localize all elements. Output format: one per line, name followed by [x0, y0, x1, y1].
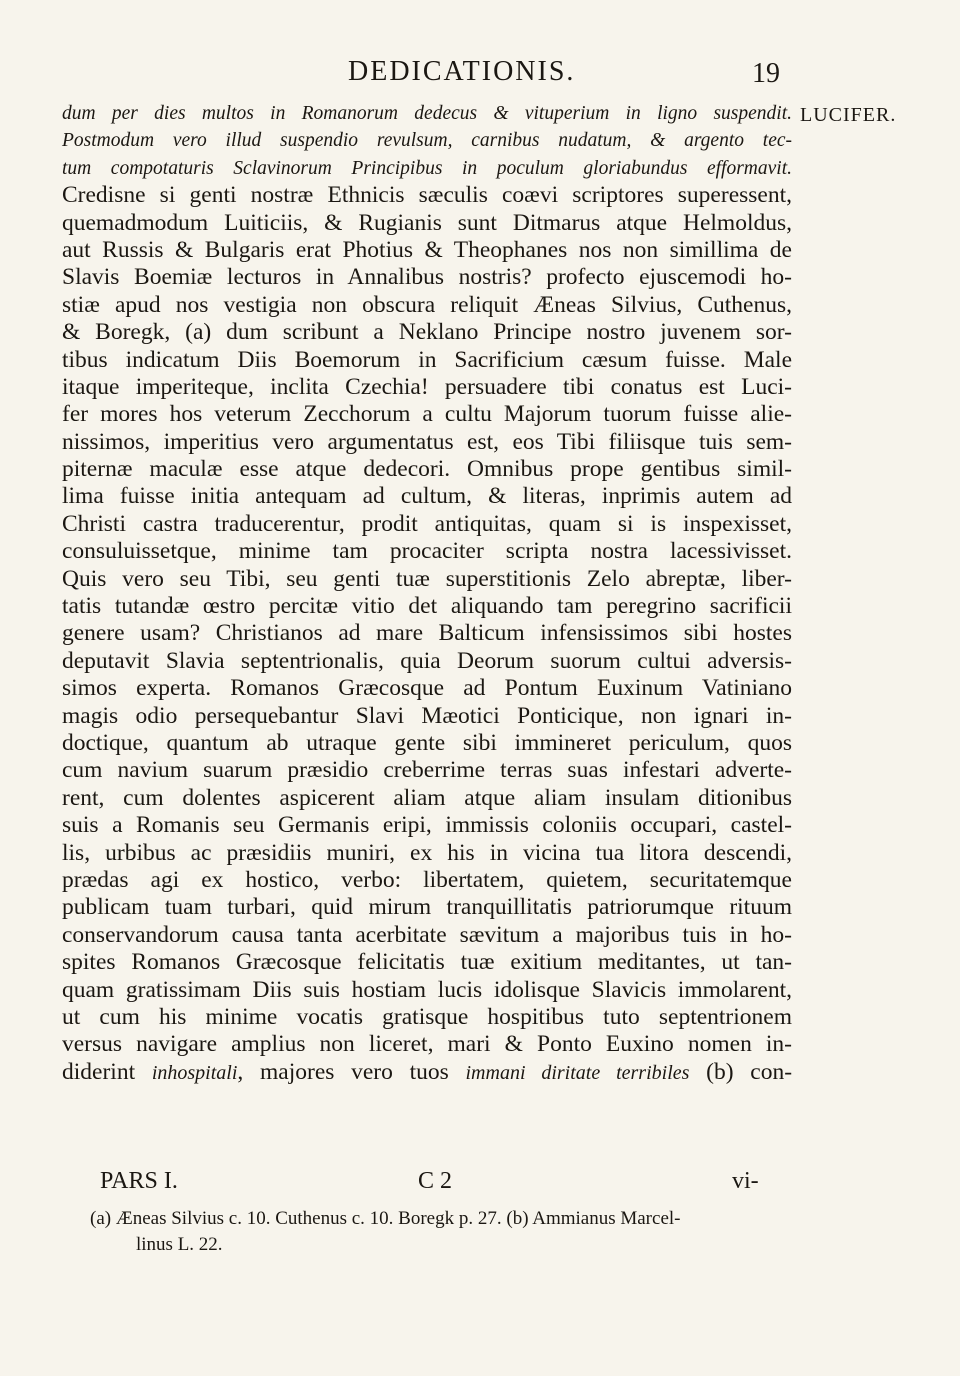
text-line: dum per dies multos in Romanorum dedecus & vituperium in ligno suspendit.: [62, 103, 792, 124]
text-line: fer mores hos veterum Zecchorum a cultu Majorum tuorum fuisse alie-: [62, 401, 792, 428]
signature-mark: C 2: [418, 1168, 453, 1194]
margin-note: LUCIFER.: [800, 104, 897, 126]
text-line: quemadmodum Luiticiis, & Rugianis sunt Ditmarus atque Helmoldus,: [62, 209, 792, 236]
text-line: Credisne si genti nostræ Ethnicis sæculis coævi scriptores superessent,: [62, 182, 792, 209]
footnote-line: (a) Æneas Silvius c. 10. Cuthenus c. 10. Boregk p. 27. (b) Ammianus Marcel-: [90, 1208, 681, 1229]
text-line: magis odio persequebantur Slavi Mæotici Ponticique, non ignari in-: [62, 702, 792, 729]
page-number: 19: [752, 58, 780, 89]
text-line: lis, urbibus ac præsidiis muniri, ex his in vicina tua litora descendi,: [62, 839, 792, 866]
text-line: prædas agi ex hostico, verbo: libertatem, quietem, securitatemque: [62, 866, 792, 893]
text-line: tum compotaturis Sclavinorum Principibus in poculum gloriabundus efformavit.: [62, 157, 792, 179]
body-text: [62, 100, 792, 1086]
text-line: suis a Romanis seu Germanis eripi, immissis coloniis occupari, castel-: [62, 812, 792, 839]
text-segment: diderint: [62, 1058, 136, 1085]
text-line: Quis vero seu Tibi, seu genti tuæ superstitionis Zelo abreptæ, liber-: [62, 565, 792, 592]
text-line: nissimos, imperitius vero argumentatus est, eos Tibi filiisque tuis sem-: [62, 428, 792, 455]
text-line: aut Russis & Bulgaris erat Photius & Theophanes nos non simillima de: [62, 236, 792, 263]
footnotes: [90, 1206, 790, 1258]
running-title: DEDICATIONIS.: [348, 56, 576, 87]
italic-segment: immani diritate terribiles: [465, 1061, 690, 1084]
text-line: tatis tutandæ œstro percitæ vitio det aliquando tam peregrino sacrificii: [62, 593, 792, 620]
text-line: conservandorum causa tanta acerbitate sævitum a majoribus tuis in ho-: [62, 921, 792, 948]
text-line: Christi castra traducerentur, prodit antiquitas, quam si is inspexisset,: [62, 510, 792, 537]
text-line: simos experta. Romanos Græcosque ad Pontum Euxinum Vatiniano: [62, 675, 792, 702]
text-line: Postmodum vero illud suspendio revulsum, carnibus nudatum, & argento tec-: [62, 130, 792, 152]
text-line: tibus indicatum Diis Boemorum in Sacrificium cæsum fuisse. Male: [62, 346, 792, 373]
text-line: spites Romanos Græcosque felicitatis tuæ exitium meditantes, ut tan-: [62, 949, 792, 976]
text-line: & Boregk, (a) dum scribunt a Neklano Principe nostro juvenem sor-: [62, 319, 792, 346]
catchword: vi-: [732, 1168, 759, 1194]
text-line: deputavit Slavia septentrionalis, quia Deorum suorum cultui adversis-: [62, 647, 792, 674]
text-line: rent, cum dolentes aspicerent aliam atque aliam insulam ditionibus: [62, 784, 792, 811]
text-segment: (b) con-: [706, 1058, 793, 1085]
text-line-mixed: [62, 1059, 792, 1086]
section-label: PARS I.: [100, 1168, 178, 1194]
footnote-line: linus L. 22.: [136, 1234, 223, 1255]
text-line: piternæ maculæ esse atque dedecori. Omnibus prope gentibus simil-: [62, 456, 792, 483]
text-line: publicam tuam turbari, quid mirum tranquillitatis patriorumque rituum: [62, 894, 792, 921]
page-footer: [62, 1168, 792, 1198]
text-line: lima fuisse initia antequam ad cultum, & literas, inprimis autem ad: [62, 483, 792, 510]
text-line: genere usam? Christianos ad mare Balticum infensissimos sibi hostes: [62, 620, 792, 647]
text-line: doctique, quantum ab utraque gente sibi immineret periculum, quos: [62, 729, 792, 756]
italic-segment: inhospitali: [151, 1061, 238, 1084]
text-line: consuluissetque, minime tam procaciter scripta nostra lacessivisset.: [62, 538, 792, 565]
text-line: versus navigare amplius non liceret, mari & Ponto Euxino nomen in-: [62, 1031, 792, 1058]
text-line: ut cum his minime vocatis gratisque hospitibus tuto septentrionem: [62, 1003, 792, 1030]
text-line: quam gratissimam Diis suis hostiam lucis idolisque Slavicis immolarent,: [62, 976, 792, 1003]
text-line: cum navium suarum præsidio creberrime terras suas infestari adverte-: [62, 757, 792, 784]
text-line: stiæ apud nos vestigia non obscura reliquit Æneas Silvius, Cuthenus,: [62, 291, 792, 318]
text-segment: , majores vero tuos: [237, 1058, 449, 1085]
text-line: itaque imperiteque, inclita Czechia! persuadere tibi conatus est Luci-: [62, 373, 792, 400]
running-head: [0, 52, 960, 92]
text-line: Slavis Boemiæ lecturos in Annalibus nostris? profecto ejuscemodi ho-: [62, 264, 792, 291]
